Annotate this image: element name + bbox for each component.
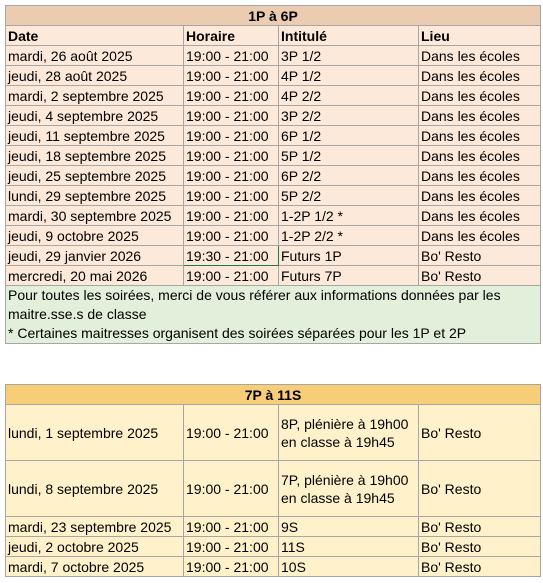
cell-horaire[interactable]: 19:00 - 21:00 (184, 226, 279, 246)
cell-intitule[interactable]: 3P 1/2 (279, 46, 419, 66)
cell-intitule[interactable]: 10S (279, 557, 419, 577)
table-row (6, 146, 541, 166)
header-date[interactable]: Date (6, 26, 184, 46)
table-header-row (6, 26, 541, 46)
cell-horaire[interactable]: 19:00 - 21:00 (184, 405, 279, 461)
header-lieu[interactable]: Lieu (419, 26, 541, 46)
cell-date[interactable]: lundi, 29 septembre 2025 (6, 186, 184, 206)
cell-date[interactable]: lundi, 1 septembre 2025 (6, 405, 184, 461)
cell-horaire[interactable]: 19:00 - 21:00 (184, 557, 279, 577)
cell-intitule[interactable]: 11S (279, 537, 419, 557)
cell-horaire-selected[interactable]: 19:30 - 21:00 (184, 246, 279, 266)
cell-horaire[interactable]: 19:00 - 21:00 (184, 146, 279, 166)
cell-intitule[interactable]: 8P, plénière à 19h00 en classe à 19h45 (279, 405, 419, 461)
cell-lieu[interactable]: Dans les écoles (419, 146, 541, 166)
cell-intitule[interactable]: 1-2P 2/2 * (279, 226, 419, 246)
cell-date[interactable]: mardi, 26 août 2025 (6, 46, 184, 66)
cell-date[interactable]: jeudi, 25 septembre 2025 (6, 166, 184, 186)
table-title[interactable]: 7P à 11S (6, 385, 541, 405)
cell-intitule[interactable]: 1-2P 1/2 * (279, 206, 419, 226)
table-row (6, 461, 541, 517)
cell-intitule[interactable]: 7P, plénière à 19h00 en classe à 19h45 (279, 461, 419, 517)
cell-date[interactable]: lundi, 8 septembre 2025 (6, 461, 184, 517)
cell-horaire[interactable]: 19:00 - 21:00 (184, 66, 279, 86)
cell-lieu[interactable]: Dans les écoles (419, 166, 541, 186)
cell-horaire[interactable]: 19:00 - 21:00 (184, 206, 279, 226)
cell-intitule[interactable]: 5P 2/2 (279, 186, 419, 206)
table-row (6, 106, 541, 126)
cell-date[interactable]: jeudi, 11 septembre 2025 (6, 126, 184, 146)
cell-intitule[interactable]: 6P 1/2 (279, 126, 419, 146)
cell-date[interactable]: mardi, 2 septembre 2025 (6, 86, 184, 106)
table-row (6, 246, 541, 266)
cell-lieu[interactable]: Dans les écoles (419, 126, 541, 146)
cell-intitule[interactable]: 4P 1/2 (279, 66, 419, 86)
table-title-row (6, 385, 541, 405)
note-cell[interactable] (6, 286, 541, 344)
cell-horaire[interactable]: 19:00 - 21:00 (184, 126, 279, 146)
cell-intitule[interactable]: 6P 2/2 (279, 166, 419, 186)
cell-intitule[interactable]: Futurs 1P (279, 246, 419, 266)
table-title[interactable]: 1P à 6P (6, 6, 541, 26)
table-row (6, 266, 541, 286)
cell-lieu[interactable]: Bo' Resto (419, 517, 541, 537)
cell-horaire[interactable]: 19:00 - 21:00 (184, 461, 279, 517)
table-row (6, 46, 541, 66)
table-title-row (6, 6, 541, 26)
table-row (6, 405, 541, 461)
cell-intitule[interactable]: 5P 1/2 (279, 146, 419, 166)
cell-date[interactable]: jeudi, 28 août 2025 (6, 66, 184, 86)
table-row (6, 186, 541, 206)
cell-horaire[interactable]: 19:00 - 21:00 (184, 517, 279, 537)
table-row (6, 517, 541, 537)
cell-horaire[interactable]: 19:00 - 21:00 (184, 537, 279, 557)
cell-lieu[interactable]: Bo' Resto (419, 537, 541, 557)
cell-lieu[interactable]: Bo' Resto (419, 557, 541, 577)
note-row (6, 286, 541, 344)
cell-lieu[interactable]: Bo' Resto (419, 405, 541, 461)
table-row (6, 226, 541, 246)
cell-date[interactable]: mercredi, 20 mai 2026 (6, 266, 184, 286)
cell-lieu[interactable]: Dans les écoles (419, 86, 541, 106)
header-intitule[interactable]: Intitulé (279, 26, 419, 46)
cell-intitule[interactable]: 4P 2/2 (279, 86, 419, 106)
note-line-1: Pour toutes les soirées, merci de vous référer aux informations données par les maitre.sse.s de classe (8, 287, 501, 322)
cell-intitule[interactable]: Futurs 7P (279, 266, 419, 286)
cell-horaire[interactable]: 19:00 - 21:00 (184, 46, 279, 66)
header-horaire[interactable]: Horaire (184, 26, 279, 46)
table-row (6, 126, 541, 146)
cell-date[interactable]: mardi, 30 septembre 2025 (6, 206, 184, 226)
note-line-2: * Certaines maitresses organisent des soirées séparées pour les 1P et 2P (8, 325, 467, 341)
table-row (6, 557, 541, 577)
cell-horaire[interactable]: 19:00 - 21:00 (184, 166, 279, 186)
table-row (6, 166, 541, 186)
cell-lieu[interactable]: Dans les écoles (419, 206, 541, 226)
cell-lieu[interactable]: Bo' Resto (419, 266, 541, 286)
cell-intitule[interactable]: 3P 2/2 (279, 106, 419, 126)
cell-intitule[interactable]: 9S (279, 517, 419, 537)
cell-date[interactable]: jeudi, 29 janvier 2026 (6, 246, 184, 266)
table-row (6, 86, 541, 106)
cell-date[interactable]: jeudi, 2 octobre 2025 (6, 537, 184, 557)
table-row (6, 537, 541, 557)
cell-horaire[interactable]: 19:00 - 21:00 (184, 266, 279, 286)
cell-lieu[interactable]: Bo' Resto (419, 246, 541, 266)
cell-date[interactable]: jeudi, 4 septembre 2025 (6, 106, 184, 126)
schedule-table-7p-11s (5, 384, 541, 577)
cell-lieu[interactable]: Dans les écoles (419, 46, 541, 66)
cell-horaire[interactable]: 19:00 - 21:00 (184, 86, 279, 106)
cell-date[interactable]: mardi, 23 septembre 2025 (6, 517, 184, 537)
cell-horaire[interactable]: 19:00 - 21:00 (184, 186, 279, 206)
table-row (6, 206, 541, 226)
cell-lieu[interactable]: Dans les écoles (419, 186, 541, 206)
cell-lieu[interactable]: Dans les écoles (419, 226, 541, 246)
cell-horaire[interactable]: 19:00 - 21:00 (184, 106, 279, 126)
cell-date[interactable]: jeudi, 18 septembre 2025 (6, 146, 184, 166)
cell-date[interactable]: mardi, 7 octobre 2025 (6, 557, 184, 577)
table-row (6, 66, 541, 86)
cell-date[interactable]: jeudi, 9 octobre 2025 (6, 226, 184, 246)
cell-lieu[interactable]: Bo' Resto (419, 461, 541, 517)
cell-lieu[interactable]: Dans les écoles (419, 106, 541, 126)
schedule-table-1p-6p (5, 5, 541, 344)
cell-lieu[interactable]: Dans les écoles (419, 66, 541, 86)
